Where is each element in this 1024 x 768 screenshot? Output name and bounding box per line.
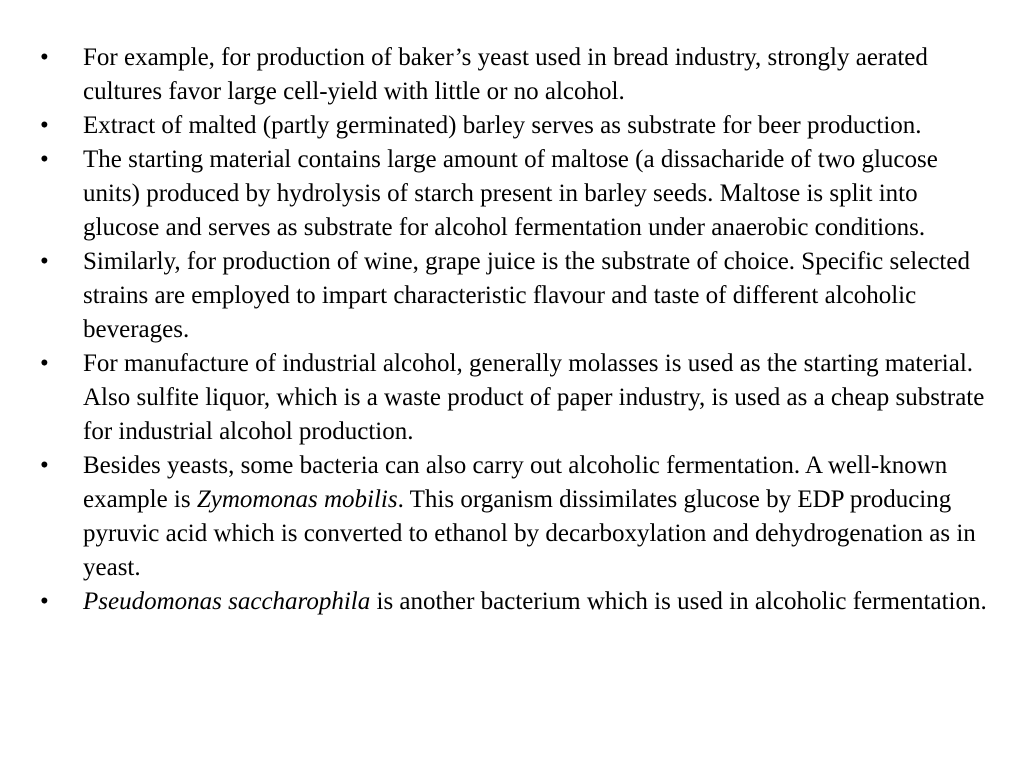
bullet-list [40, 41, 990, 619]
italic-species-name: Zymomonas mobilis [196, 486, 398, 513]
bullet-text [83, 44, 928, 105]
bullet-text [83, 248, 970, 343]
bullet-item [40, 109, 990, 143]
bullet-icon: • [40, 248, 49, 275]
bullet-item [40, 449, 990, 585]
italic-species-name: Pseudomonas saccharophila [83, 588, 371, 615]
text-run: Besides yeasts, some bacteria can also carry out alcoholic fermentation. A well-known example is [83, 452, 948, 513]
text-run: For manufacture of industrial alcohol, generally molasses is used as the starting material. Also sulfite liquor, which is a waste product of paper industry, is used as a cheap substrate for industrial alcohol production. [83, 350, 985, 445]
bullet-item [40, 347, 990, 449]
text-run: The starting material contains large amount of maltose (a dissacharide of two glucose units) produced by hydrolysis of starch present in barley seeds. Maltose is split into glucose and serves as substrate for alcohol fermentation under anaerobic conditions. [83, 146, 938, 241]
bullet-icon: • [40, 44, 49, 71]
bullet-text [83, 588, 987, 615]
bullet-icon: • [40, 146, 49, 173]
text-run: is another bacterium which is used in alcoholic fermentation. [370, 588, 987, 615]
bullet-text [83, 350, 984, 445]
text-run: For example, for production of baker’s yeast used in bread industry, strongly aerated cultures favor large cell-yield with little or no alcohol. [83, 44, 928, 105]
bullet-text [83, 146, 938, 241]
bullet-text [83, 112, 922, 139]
text-run: . This organism dissimilates glucose by EDP producing pyruvic acid which is converted to ethanol by decarboxylation and dehydrogenation as in yeast. [83, 486, 976, 581]
bullet-item [40, 585, 990, 619]
bullet-item [40, 143, 990, 245]
bullet-icon: • [40, 350, 49, 377]
bullet-icon: • [40, 588, 49, 615]
text-run: Extract of malted (partly germinated) barley serves as substrate for beer production. [83, 112, 922, 139]
bullet-text [83, 452, 976, 581]
bullet-icon: • [40, 112, 49, 139]
text-run: Similarly, for production of wine, grape juice is the substrate of choice. Specific selected strains are employed to impart characteristic flavour and taste of different alcoholic beverages. [83, 248, 970, 343]
bullet-item [40, 41, 990, 109]
bullet-item [40, 245, 990, 347]
bullet-icon: • [40, 452, 49, 479]
